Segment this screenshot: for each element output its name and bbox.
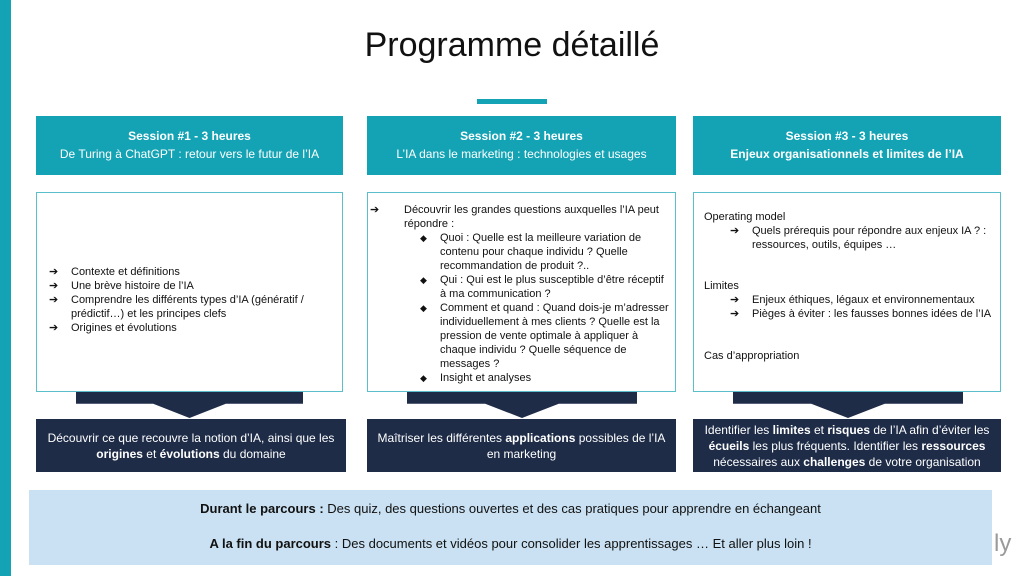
session-1-header xyxy=(36,116,343,175)
session-1-list xyxy=(49,265,331,335)
arrow-icon: ➔ xyxy=(49,322,59,334)
list-item: ➔ Contexte et définitions xyxy=(49,266,180,278)
session-3-group-cas xyxy=(704,349,994,363)
session-2-subtitle: L’IA dans le marketing : technologies et usages xyxy=(396,147,647,161)
arrow-icon: ➔ xyxy=(730,294,740,306)
diamond-icon: ◆ xyxy=(420,303,427,313)
session-2-intro: ➔ Découvrir les grandes questions auxquelles l’IA peut répondre : xyxy=(370,204,659,230)
arrow-icon: ➔ xyxy=(370,204,380,216)
list-item: ➔ Enjeux éthiques, légaux et environnementaux xyxy=(730,294,975,306)
arrow-icon: ➔ xyxy=(730,225,740,237)
session-1-down-arrow xyxy=(76,392,303,418)
logo-fragment: ly xyxy=(994,530,1012,557)
title-underline xyxy=(477,99,547,104)
session-3-group-limites xyxy=(704,279,994,321)
left-accent-bar xyxy=(0,0,11,576)
diamond-icon: ◆ xyxy=(420,233,427,243)
session-1-content xyxy=(36,192,343,392)
session-3-down-arrow xyxy=(733,392,963,418)
session-3-content xyxy=(693,192,1001,392)
group-label: Cas d’appropriation xyxy=(704,350,800,362)
list-item: ➔ Une brève histoire de l’IA xyxy=(49,280,194,292)
session-2-outcome-text: Maîtriser les différentes applications possibles de l’IA en marketing xyxy=(377,430,666,461)
arrow-icon: ➔ xyxy=(49,280,59,292)
session-1-heading: Session #1 - 3 heures xyxy=(128,129,251,143)
session-3-outcome-text: Identifier les limites et risques de l’IA afin d’éviter les écueils les plus fréquents. Identifier les ressources nécessaires aux challenges de votre organisation xyxy=(704,422,990,469)
list-item: ➔ Pièges à éviter : les fausses bonnes idées de l’IA xyxy=(730,308,992,320)
session-3-outcome xyxy=(693,419,1001,472)
session-3-group-operating xyxy=(704,210,994,252)
group-list xyxy=(730,224,994,252)
page-title: Programme détaillé xyxy=(364,26,660,64)
session-1-outcome xyxy=(36,419,346,472)
session-1-subtitle: De Turing à ChatGPT : retour vers le futur de l’IA xyxy=(59,147,320,161)
diamond-icon: ◆ xyxy=(420,275,427,285)
session-1-outcome-text: Découvrir ce que recouvre la notion d’IA, ainsi que les origines et évolutions du domaine xyxy=(47,430,335,461)
group-label: Limites xyxy=(704,280,739,292)
footer-line-1: Durant le parcours : Des quiz, des questions ouvertes et des cas pratiques pour apprendre en échangeant xyxy=(200,501,821,516)
list-item: ➔ Quels prérequis pour répondre aux enjeux IA ? : ressources, outils, équipes … xyxy=(730,225,987,251)
session-3-header xyxy=(693,116,1001,175)
session-2-heading: Session #2 - 3 heures xyxy=(460,129,583,143)
session-2-down-arrow xyxy=(407,392,637,418)
list-item: ◆ Insight et analyses xyxy=(420,372,532,384)
session-3-heading: Session #3 - 3 heures xyxy=(785,129,909,143)
arrow-icon: ➔ xyxy=(49,266,59,278)
footer-band xyxy=(29,490,992,565)
list-item: ➔ Origines et évolutions xyxy=(49,322,177,334)
session-3-subtitle: Enjeux organisationnels et limites de l’IA xyxy=(730,147,964,161)
diamond-icon: ◆ xyxy=(420,373,427,383)
arrow-icon: ➔ xyxy=(730,308,740,320)
list-item: ➔ Comprendre les différents types d’IA (génératif / prédictif…) et les principes clefs xyxy=(49,294,304,320)
session-2-header xyxy=(367,116,676,175)
list-item: ◆ Comment et quand : Quand dois-je m’adresser individuellement à mes clients ? Quelle est la pression de vente optimale à appliquer à chaque individu ? Quelle séquence de messages ? xyxy=(420,302,669,370)
list-item: ◆ Qui : Qui est le plus susceptible d’être réceptif à ma communication ? xyxy=(420,274,664,300)
session-2-list xyxy=(420,231,670,385)
list-item: ◆ Quoi : Quelle est la meilleure variation de contenu pour chaque individu ? Quelle recommandation de produit ?.. xyxy=(420,232,642,272)
group-list xyxy=(730,293,994,321)
session-2-outcome xyxy=(367,419,676,472)
arrow-icon: ➔ xyxy=(49,294,59,306)
group-label: Operating model xyxy=(704,211,786,223)
footer-line-2: A la fin du parcours : Des documents et vidéos pour consolider les apprentissages … Et aller plus loin ! xyxy=(209,536,812,551)
session-2-content xyxy=(367,192,676,392)
